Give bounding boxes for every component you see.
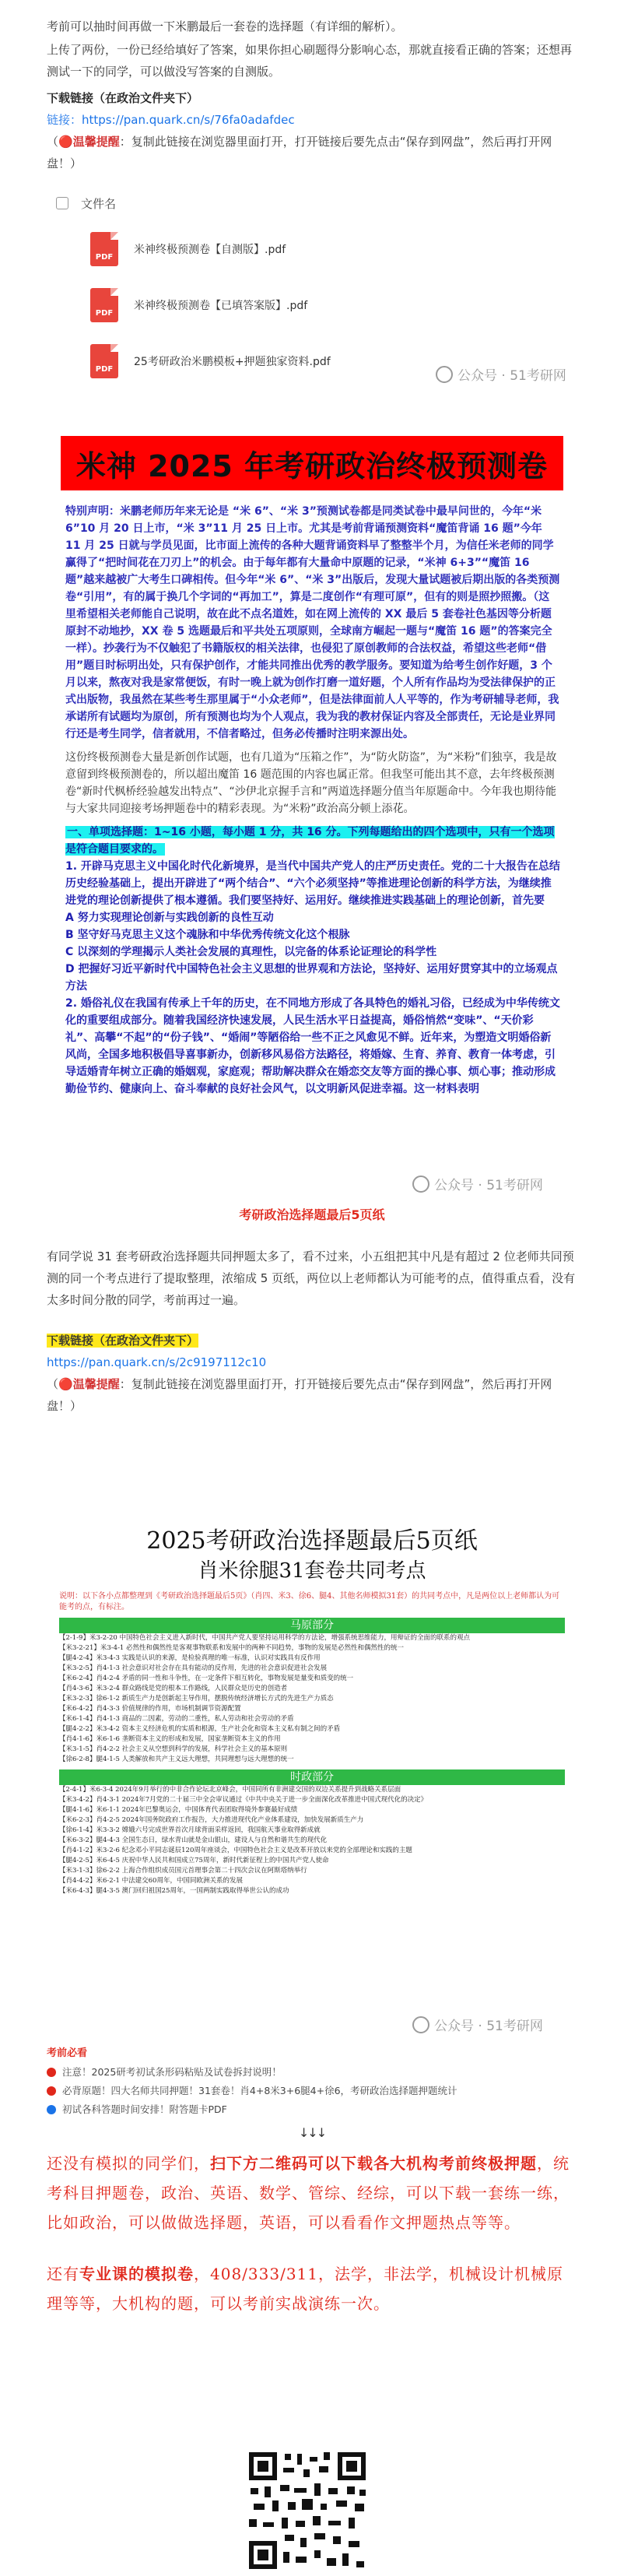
bullet-icon (47, 2086, 56, 2096)
doc-line: 【米6-2-4】肖4-2-4 矛盾的同一性和斗争性，在一定条件下相互转化，事物发展是量变和质变的统一 (59, 1675, 354, 1682)
promo-2b: 专业课的模拟卷 (79, 2265, 194, 2283)
option-a: A 努力实现理论创新与实践创新的良性互动 (65, 912, 274, 924)
section-2 (47, 1246, 577, 1417)
banner-title: 米神 2025 年考研政治终极预测卷 (75, 448, 549, 483)
exam-link-item[interactable] (47, 2082, 577, 2100)
question-2: 2. 婚俗礼仪在我国有传承上千年的历史，在不同地方形成了各具特色的婚礼习俗，已经成为中华传统文化的重要组成部分。随着我国经济快速发展，人民生活水平日益提高，婚俗悄然“变味”、“天价彩礼”、高攀“不起”的“份子钱”、“婚闹”等陋俗给一些不正之风愈见不鲜。近年来，为塑造文明婚俗新风尚，全国多地积极倡导喜事新办，创新移风易俗方法路径，将婚嫁、生育、养育、教育一体考虑，引导适婚青年树立正确的婚姻观，家庭观；帮助解决群众在婚恋交友等方面的操心事、烦心事；推动形成勤俭节约、健康向上、奋斗奉献的良好社会风气，以文明新风促进幸福。这一材料表明 (65, 997, 560, 1095)
doc-line: 【米3-2-21】米3-4-1 必然性和偶然性是客观事物联系和发展中的两种不同趋势，事物的发展是必然性和偶然性的统一 (59, 1644, 405, 1652)
tip-open-paren: （ (47, 1377, 59, 1391)
question-1: 1. 开辟马克思主义中国化时代化新境界，是当代中国共产党人的庄严历史责任。党的二十大报告在总结历史经验基础上，提出开辟进了“两个结合”、“六个必须坚持”等推进理论创新的科学方法，为继续推进党的理论创新提供了根本遵循。我们要坚持好、运用好。继续推进实践基础上的理论创新，首先要 (65, 860, 560, 907)
download-label-2 (47, 1330, 577, 1351)
doc-line: 【肖4-1-2】米3-2-6 纪念邓小平同志诞辰120周年座谈会，中国特色社会主义是改革开放以来党的全部理论和实践的主题 (59, 1847, 412, 1854)
bullet-icon (47, 2068, 56, 2077)
promo-1b: 扫下方二维码 (210, 2154, 308, 2173)
exam-link-text[interactable]: 初试各科答题时间安排！附答题卡PDF (62, 2103, 227, 2115)
promo-para-1 (47, 2149, 577, 2237)
promo-1d: ，统考科目押题卷，政治、英语、数学、管综、经综，可以下载一套练一练，比如政治，可以做做选择题，英语，可以看看作文押题热点等等。 (47, 2154, 570, 2232)
promo-1c: 可以下载各大机构考前终极押题 (308, 2154, 537, 2173)
watermark (412, 1174, 543, 1193)
file-list (47, 185, 577, 389)
question-header (65, 824, 560, 858)
doc-line: 【腿4-1-6】米6-1-1 2024年巴黎奥运会，中国体育代表团取得境外参赛最好成绩 (59, 1806, 298, 1814)
file-row[interactable] (47, 277, 577, 333)
intro-line-1: 考前可以抽时间再做一下米鹏最后一套卷的选择题（有详细的解析）。 (47, 19, 403, 33)
tip-text: ：复制此链接在浏览器里面打开，打开链接后要先点击“保存到网盘”，然后再打开网盘！） (47, 135, 552, 170)
doc-line: 【徐6-2-8】腿4-1-5 人类解放和共产主义远大理想，共同理想与远大理想的统一 (59, 1755, 294, 1763)
download-label: 下载链接（在政治文件夹下） (47, 91, 199, 105)
promo-para-2 (47, 2259, 577, 2318)
doc-line: 【米3-1-5】肖4-2-2 社会主义从空想到科学的发展，科学社会主义的基本原则 (59, 1745, 288, 1753)
section-title: 考研政治选择题最后5页纸 (239, 1207, 385, 1222)
file-row[interactable] (47, 221, 577, 277)
promo-2c: ，408/333/311，法学，非法学，机械设计机械原理等等，大机构的题，可以考前实战演练一次。 (47, 2265, 563, 2313)
tip-warn: 温馨提醒 (72, 135, 120, 149)
doc-line: 【徐6-1-4】米3-3-2 嫦娥六号完成世界首次月球背面采样返回，我国航天事业取得新成就 (59, 1826, 321, 1834)
option-b: B 坚守好马克思主义这个魂脉和中华优秀传统文化这个根脉 (65, 929, 350, 941)
doc-note: 说明：以下各小点都整理到《考研政治选择题最后5页》（肖四、米3、徐6、腿4、其他名师模拟31套）的共同考点中，凡是两位以上老师都认为可能考的点，有标注。 (59, 1592, 560, 1611)
watermark-text: 公众号 · 51考研网 (434, 1178, 543, 1193)
file-name[interactable]: 米神终极预测卷【自测版】.pdf (134, 244, 286, 256)
intro-section (47, 0, 577, 83)
exam-link-text[interactable]: 注意！2025研考初试条形码粘贴及试卷拆封说明！ (62, 2066, 282, 2078)
exam-must-read (47, 2044, 577, 2142)
doc-line: 【2-1-9】米3-2-20 中国特色社会主义进入新时代，中国共产党人要坚持运用科学的方法论，增强系统思维能力，用辩证的全面的联系的观点 (59, 1634, 471, 1642)
file-list-header-label: 文件名 (81, 196, 117, 211)
doc-line: 【腿4-2-4】米3-4-3 实践是认识的来源，是检验真理的唯一标准，认识对实践具有反作用 (59, 1654, 321, 1662)
pdf-icon: PDF (90, 344, 118, 378)
bullet-icon (47, 2105, 56, 2114)
wechat-icon (436, 366, 453, 383)
question-header-text: 一、单项选择题：1~16 小题，每小题 1 分，共 16 分。下列每题给出的四个选项中，只有一个选项是符合题目要求的。 (65, 826, 555, 856)
download-link[interactable]: https://pan.quark.cn/s/76fa0adafdec (82, 113, 295, 127)
doc-line: 【米3-2-5】肖4-1-3 社会意识对社会存在具有能动的反作用，先进的社会意识促进社会发展 (59, 1664, 328, 1672)
tip-text: ：复制此链接在浏览器里面打开，打开链接后要先点击“保存到网盘”，然后再打开网盘！） (47, 1377, 552, 1413)
watermark (436, 364, 566, 384)
pdf-icon: PDF (90, 288, 118, 322)
watermark-text: 公众号 · 51考研网 (434, 2019, 543, 2034)
option-d: D 把握好习近平新时代中国特色社会主义思想的世界观和方法论，坚持好、运用好贯穿其中的立场观点方法 (65, 963, 558, 993)
declaration: 特别声明：米鹏老师历年来无论是 “米 6”、“米 3”预测试卷都是同类试卷中最早问世的，今年“米 6”10 月 20 日上市，“米 3”11 月 25 日上市。尤其是考前背诵预测资料“魔笛背诵 16 题”今年 11 月 25 日就与学员见面，比市面上流传的各种大题背诵资料早了整整半个月，为信任米老师的同学赢得了“把时间花在刀刃上”的机会。由于每年都有大量命中原题的记录，“米神 6+3”“魔笛 16 题”越来越被广大考生口碑相传。但今年“米 6”、“米 3”出版后，发现大量试题被后期出版的各类预测卷“引用”，有的属于换几个字词的“再加工”，算是二度创作“有理可原”，但有的则是照抄照搬。（这里希望相关老师能自己说明，故在此不点名道姓，如在网上流传的 XX 最后 5 套卷社色基因等分析题原封不动地抄，XX 卷 5 选题最后和平共处五项原则，全球南方崛起一题与“魔笛 16 题”的答案完全一样）。抄袭行为不仅触犯了书籍版权的相关法律，也侵犯了原创教师的合法权益，希望这些老师“借用”题目时标明出处，只有保护创作，才能共同推出优秀的教学服务。要知道为给考生创作好题，3 个月以来，熬夜对我是家常便饭，有时一晚上就为创作打磨一道好题，个人所有作品均为受法律保护的正式出版物，我虽然在某些考生那里属于“小众老师”，但是法律面前人人平等的，作为考研辅导老师，我承诺所有试题均为原创，所有预测也均为个人观点，我为我的教材保证内容及全部责任，无论是业界同行还是考生同学，信者就用，不信者略过，但务必传播时注明来源出处。 (65, 505, 560, 740)
doc-line: 【2-4-1】米6-3-4 2024年9月举行的中非合作论坛北京峰会，中国同所有非洲建交国的双边关系提升到战略关系层面 (59, 1786, 401, 1794)
exam-link-item[interactable] (47, 2063, 577, 2082)
doc-section-ma: 马原部分 (59, 1618, 565, 1633)
doc-line: 【米3-4-2】肖4-3-1 2024年7月党的二十届三中全会审议通过《中共中央关于进一步全面深化改革推进中国式现代化的决定》 (59, 1796, 428, 1804)
doc-line: 【肖4-3-6】米3-2-4 群众路线是党的根本工作路线，人民群众是历史的创造者 (59, 1685, 288, 1692)
doc-line: 【米3-1-3】徐6-2-2 上海合作组织成员国元首理事会第二十四次会议在阿斯塔纳举行 (59, 1867, 307, 1875)
promo-section (47, 2149, 577, 2318)
wechat-icon (412, 1176, 429, 1193)
exam-link-text[interactable]: 必背原题！四大名师共同押题！31套卷！肖4+8米3+6腿4+徐6，考研政治选择题押题统计 (62, 2085, 457, 2096)
promo-2a: 还有 (47, 2265, 79, 2283)
wechat-icon (412, 2016, 429, 2033)
tip-warn: 温馨提醒 (72, 1377, 120, 1391)
exam-link-item[interactable] (47, 2100, 577, 2119)
doc-line: 【肖4-1-6】米6-1-6 垄断资本主义的形成和发展，国家垄断资本主义的作用 (59, 1735, 281, 1743)
article (65, 503, 560, 1098)
file-list-header (47, 185, 577, 221)
link-prefix: 链接： (47, 113, 82, 127)
qr-code[interactable] (241, 2444, 373, 2576)
watermark-text: 公众号 · 51考研网 (457, 368, 566, 384)
download-link-2[interactable]: https://pan.quark.cn/s/2c9197112c10 (47, 1355, 267, 1369)
pdf-icon: PDF (90, 232, 118, 266)
article-para-2: 这份终极预测卷大量是新创作试题，也有几道为“压箱之作”，为“防火防盗”，为“米粉”们独享，我是故意留到终极预测卷的，所以超出魔笛 16 题范围的内容也属正常。但我坚可能出其不意，去年终极预测卷“新时代枫桥经验越发出特点”、“沙伊北京握手言和”两道选择题分值当年原题命中。今年我也期待能与大家共同迎接考场押题卷中的精彩表现。为“米粉”政治高分顿上添花。 (65, 751, 557, 815)
download-tip (47, 131, 577, 174)
tip-open-paren: （ (47, 135, 59, 149)
download-tip-2 (47, 1373, 577, 1417)
doc-line: 【腿4-2-2】米3-4-2 资本主义经济危机的实质和根源，生产社会化和资本主义私有制之间的矛盾 (59, 1725, 341, 1733)
title-banner (61, 436, 563, 490)
promo-1a: 还没有模拟的同学们， (47, 2154, 210, 2173)
down-arrows-icon: ↓↓↓ (298, 2125, 326, 2140)
doc-line: 【米6-3-2】腿4-4-3 全国生态日，绿水青山就是金山银山，建设人与自然和谐共生的现代化 (59, 1836, 328, 1844)
doc-title-2: 肖米徐腿31套卷共同考点 (198, 1559, 426, 1583)
doc-line: 【腿4-2-5】米6-4-5 庆祝中华人民共和国成立75周年，新时代新征程上的中国共产党人使命 (59, 1857, 329, 1864)
doc-line: 【米6-4-3】腿4-3-5 澳门回归祖国25周年，一国两制实践取得举世公认的成功 (59, 1887, 289, 1895)
option-c: C 以深刻的学理揭示人类社会发展的真理性，以完备的体系论证理论的科学性 (65, 946, 437, 958)
doc-title-1: 2025考研政治选择题最后5页纸 (146, 1527, 478, 1555)
file-name[interactable]: 25考研政治米鹏模板+押题独家资料.pdf (134, 356, 331, 368)
download-link-2-row (47, 1351, 577, 1373)
download-link-row (47, 109, 577, 131)
intro-line-2: 上传了两份，一份已经给填好了答案，如果你担心刷题得分影响心态，那就直接看正确的答案；还想再测试一下的同学，可以做没写答案的自测版。 (47, 43, 573, 79)
download-label-2-text: 下载链接（在政治文件夹下） (47, 1334, 199, 1348)
warn-icon: 🔴 (58, 1377, 73, 1391)
doc-line: 【米6-1-4】肖4-1-3 商品的二因素，劳动的二重性，私人劳动和社会劳动的矛盾 (59, 1715, 294, 1723)
doc-section-fin: 时政部分 (59, 1769, 565, 1785)
watermark (412, 2015, 543, 2034)
doc-line: 【米6-4-2】肖4-3-3 价值规律的作用，市场机制调节资源配置 (59, 1705, 241, 1713)
file-name[interactable]: 米神终极预测卷【已填答案版】.pdf (134, 300, 308, 312)
document-image (59, 1526, 565, 2040)
section-2-para: 有同学说 31 套考研政治选择题共同押题太多了，看不过来，小五组把其中凡是有超过 2 位老师共同预测的同一个考点进行了提取整理，浓缩成 5 页纸，两位以上老师都认为可能考的点，值得重点看，没有太多时间分散的同学，考前再过一遍。 (47, 1249, 576, 1307)
doc-line: 【米3-2-3】徐6-1-2 新质生产力是创新起主导作用，摆脱传统经济增长方式的先进生产力质态 (59, 1695, 334, 1703)
warn-icon: 🔴 (58, 135, 73, 149)
doc-line: 【米6-2-3】肖4-2-5 2024年国务院政府工作报告，大力推进现代化产业体系建设，加快发展新质生产力 (59, 1816, 364, 1824)
select-all-checkbox[interactable] (56, 197, 68, 209)
qr-code-icon (246, 2449, 369, 2572)
exam-box-title: 考前必看 (47, 2047, 88, 2059)
doc-line: 【肖4-4-2】米6-2-1 中法建交60周年，中国同欧洲关系的发展 (59, 1877, 243, 1885)
